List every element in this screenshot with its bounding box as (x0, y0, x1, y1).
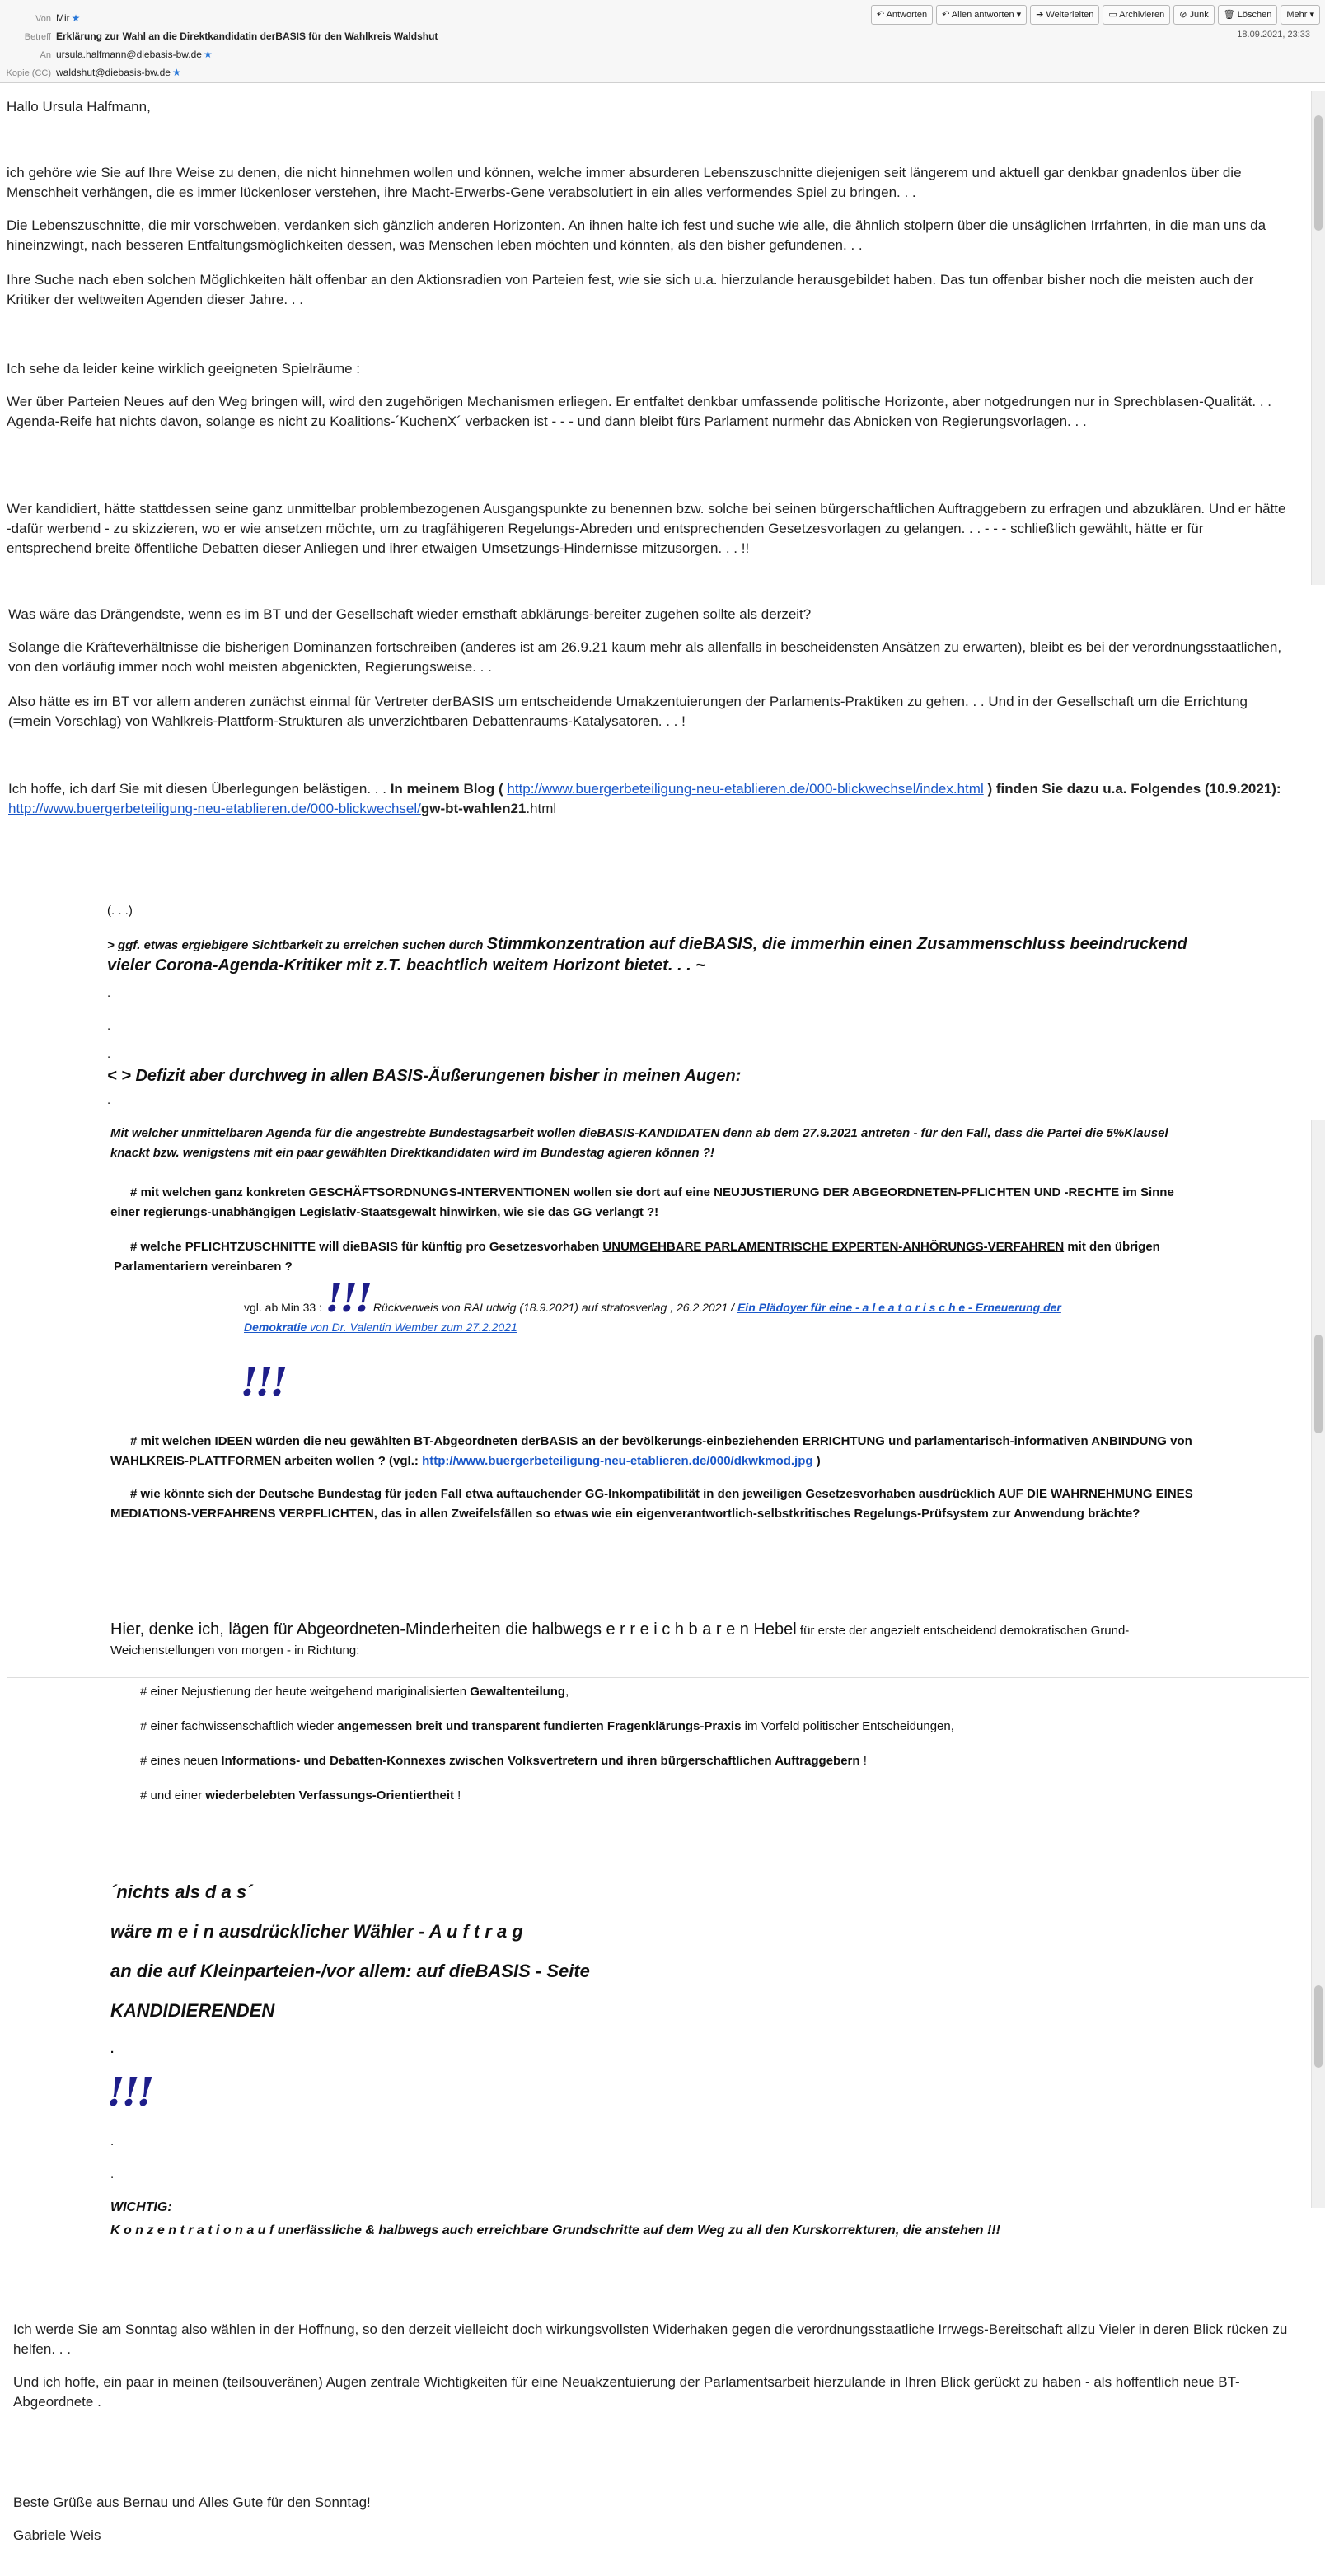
paragraph: Wer über Parteien Neues auf den Weg bringen will, wird den zugehörigen Mechanismen erliegen. Er entfaltet denkbar umfassende politische Horizonte, aber notgedrungen nur in Sprechblasen-Qualität. . . Agenda-Reife hat nichts davon, solange es nicht zu Koalitions-´KuchenX´ verbacken ist - - - und dann bleibt fürs Parlament nurmehr das Abnicken von Regierungsvorlagen. . . (7, 394, 1271, 429)
text: In meinem Blog ( (390, 781, 508, 797)
text: Rückverweis von RALudwig (18.9.2021) auf stratosverlag , 26.2.2021 / (370, 1301, 737, 1314)
scrollbar-thumb[interactable] (1314, 1985, 1323, 2068)
paragraph: Die Lebenszuschnitte, die mir vorschweben, verdanken sich gänzlich anderen Horizonten. An ihnen halte ich fest und suche wie alle, die ähnlich stolpern über die unsäglichen Irrfahrten, in die man uns da hineinzwingt, nach besseren Entfaltungsmöglichkeiten dessen, was Menschen leben möchten und könnten, als den bisher gefundenen. . . (7, 217, 1266, 253)
text: ) (812, 1454, 821, 1468)
dot: . (110, 2167, 115, 2181)
text: Ich hoffe, ich darf Sie mit diesen Überlegungen belästigen. . . (8, 781, 391, 797)
reply-button[interactable]: ↶ Antworten (871, 5, 933, 25)
subject-label: Betreff (24, 32, 51, 42)
text: ) finden Sie dazu u.a. Folgendes (10.9.2021): (983, 781, 1281, 797)
list-item (140, 1682, 1211, 1702)
text: Stimmkonzentration auf dieBASIS, die immerhin einen Zusammenschluss beeindruckend vieler Corona-Agenda-Kritiker mit z.T. beachtlich weitem Horizont bietet. . . ~ (107, 935, 1187, 975)
emphasis-line: KANDIDIERENDEN (110, 2000, 275, 2021)
scrollbar-thumb[interactable] (1314, 115, 1323, 231)
text: .html (526, 801, 557, 816)
list-item (140, 1786, 1211, 1806)
paragraph: Ihre Suche nach eben solchen Möglichkeiten hält offenbar an den Aktionsradien von Parteien fest, wie sie sich u.a. hierzulande herausgebildet haben. Das tun offenbar bisher noch die meisten auch der Kritiker der weltweiten Agenden dieser Jahre. . . (7, 272, 1254, 307)
paragraph: Wer kandidiert, hätte stattdessen seine ganz unmittelbar problembezogenen Ausgangspunkte zu benennen bzw. solche bei seinen bürgerschaftlichen Auftraggebern zu erfragen und abzuklären. Und er hätte -dafür werbend - zu skizzieren, wo er wie ansetzen möchte, um zu tragfähigeren Regelungs-Abreden und entsprechenden Gesetzesvorlagen zu gelangen. . . - - - schließlich gewählt, hätte er für entsprechend breite öffentliche Debatten dieser Anliegen und ihrer etwaigen Umsetzungs-Hindernisse mitzusorgen. . . !! (7, 501, 1286, 556)
emphasis-line: ´nichts als d a s´ (110, 1882, 253, 1902)
more-button[interactable]: Mehr ▾ (1281, 5, 1320, 25)
paragraph: Ich sehe da leider keine wirklich geeigneten Spielräume : (7, 361, 361, 376)
text: Hier, denke ich, lägen für Abgeordneten-Minderheiten die halbwegs e r r e i c h b a r e n Hebel (110, 1620, 797, 1639)
list-item (140, 1717, 1211, 1737)
quote-question (110, 1432, 1206, 1471)
scrollbar[interactable] (1311, 1681, 1325, 2208)
quote-ellipsis: (. . .) (107, 904, 133, 918)
paragraph: Solange die Kräfteverhältnisse die bisherigen Dominanzen fortschreiben (anderes ist am 26.9.21 kaum mehr als allenfalls in bescheidensten Ansätzen zu erwarten), bleibt es bei der verordnungsstaatlichen, von den vorläufig immer noch wohl meisten abgenickten, Regierungsweise. . . (8, 639, 1282, 675)
exclamation-mark-icon: !!! (325, 1275, 371, 1321)
concentration-line: K o n z e n t r a t i o n a u f unerlässliche & halbwegs auch erreichbare Grundschritte auf dem Weg zu all den Kurskorrekturen, die anstehen !!! (110, 2223, 1000, 2237)
text: # einer Nejustierung der heute weitgehend mariginalisierten (140, 1685, 471, 1699)
paragraph: ich gehöre wie Sie auf Ihre Weise zu denen, die nicht hinnehmen wollen und können, welche immer absurderen Lebenszuschnitte diejenigen seit längerem und aktuell gar denkbar gnadenlos über die Menschheit verhängen, die es immer lückenloser verstehen, ihre Macht-Erwerbs-Gene verabsolutiert in ein alles verformendes Spiel zu bringen. . . (7, 165, 1242, 200)
important-label: WICHTIG: (110, 2200, 172, 2214)
quote-question (114, 1237, 1210, 1277)
dot: . (110, 2042, 115, 2056)
text: # mit welchen IDEEN würden die neu gewählten BT-Abgeordneten derBASIS an der bevölkerungs-einbeziehenden ERRICHTUNG und parlamentarisch-informativen ANBINDUNG von WAHLKREIS-PLATTFORMEN arbeiten wollen ? (vgl.: (110, 1434, 1192, 1468)
exclamation-mark-icon: !!! (107, 2069, 152, 2115)
reply-all-button[interactable]: ↶ Allen antworten ▾ (936, 5, 1027, 25)
cc-label: Kopie (CC) (6, 68, 51, 78)
text: # welche PFLICHTZUSCHNITTE will dieBASIS für künftig pro Gesetzesvorhaben (130, 1240, 603, 1254)
to-row (0, 46, 213, 63)
plattform-link[interactable]: http://www.buergerbeteiligung-neu-etablieren.de/000/dkwkmod.jpg (422, 1454, 813, 1468)
scrollbar[interactable] (1311, 1120, 1325, 1681)
archive-button[interactable]: ▭ Archivieren (1103, 5, 1170, 25)
signature: Gabriele Weis (13, 2527, 101, 2543)
text: wiederbelebten Verfassungs-Orientiertheit (205, 1788, 454, 1802)
blog-link[interactable]: http://www.buergerbeteiligung-neu-etablieren.de/000-blickwechsel/index.html (507, 781, 984, 797)
deficit-heading: < > Defizit aber durchweg in allen BASIS-Äußerungenen bisher in meinen Augen: (107, 1067, 742, 1085)
scrollbar[interactable] (1311, 91, 1325, 585)
star-icon[interactable]: ★ (71, 12, 81, 24)
reference-line (244, 1275, 1076, 1337)
blog-paragraph (8, 779, 1294, 819)
closing-greeting: Beste Grüße aus Bernau und Alles Gute für den Sonntag! (13, 2494, 371, 2510)
reference-link[interactable]: von Dr. Valentin Wember zum 27.2.2021 (307, 1321, 517, 1334)
paragraph: Was wäre das Drängendste, wenn es im BT und der Gesellschaft wieder ernsthaft abklärungs-bereiter zugehen sollte als derzeit? (8, 606, 812, 622)
subject-row (0, 28, 438, 44)
text: angemessen breit und transparent fundierten Fragenklärungs-Praxis (337, 1719, 742, 1733)
star-icon[interactable]: ★ (203, 49, 213, 60)
forward-button[interactable]: ➔ Weiterleiten (1030, 5, 1099, 25)
subject-value: Erklärung zur Wahl an die Direktkandidatin derBASIS für den Wahlkreis Waldshut (56, 30, 438, 42)
text: , (565, 1685, 569, 1699)
reference-link[interactable]: Ein Plädoyer für eine - a l e a t o r i s c h e - Erneuerung der Demokratie (244, 1301, 1061, 1334)
lever-paragraph (110, 1620, 1206, 1661)
emphasis-line: wäre m e i n ausdrücklicher Wähler - A u f t r a g (110, 1921, 523, 1942)
text: # einer fachwissenschaftlich wieder (140, 1719, 338, 1733)
dot: . (107, 1047, 111, 1061)
text: vgl. ab Min 33 : (244, 1301, 325, 1314)
text: > ggf. etwas ergiebigere Sichtbarkeit zu erreichen suchen durch (107, 938, 487, 952)
text: ! (859, 1754, 867, 1768)
blog-post-link[interactable]: http://www.buergerbeteiligung-neu-etablieren.de/000-blickwechsel/ (8, 801, 421, 816)
text: mit den übrigen Parlamentariern vereinbaren ? (114, 1240, 1160, 1274)
paragraph: Also hätte es im BT vor allem anderen zunächst einmal für Vertreter derBASIS um entscheidende Umakzentuierungen der Parlaments-Praktiken zu gehen. . . Und in der Gesellschaft um die Errichtung (=mein Vorschlag) von Wahlkreis-Plattform-Strukturen als unverzichtbaren Debattenraums-Katalysatoren. . . ! (8, 694, 1248, 729)
list-item (140, 1751, 1211, 1771)
delete-button[interactable]: 🗑 Löschen (1218, 5, 1278, 25)
star-icon[interactable]: ★ (171, 67, 181, 78)
text: ! (454, 1788, 461, 1802)
closing-paragraph: Und ich hoffe, ein paar in meinen (teilsouveränen) Augen zentrale Wichtigkeiten für eine Neuakzentuierung der Parlamentsarbeit hierzulande in Ihren Blick gerückt zu haben - als hoffentlich neue BT-Abgeordnete . (13, 2374, 1240, 2410)
text: Informations- und Debatten-Konnexes zwischen Volksvertretern und ihren bürgerschaftlichen Auftraggebern (221, 1754, 860, 1768)
quote-line (107, 934, 1203, 977)
junk-button[interactable]: ⊘ Junk (1173, 5, 1215, 25)
text: # und einer (140, 1788, 206, 1802)
exclamation-mark-icon: !!! (241, 1359, 286, 1405)
text: im Vorfeld politischer Entscheidungen, (741, 1719, 954, 1733)
quote-question: Mit welcher unmittelbaren Agenda für die angestrebte Bundestagsarbeit wollen dieBASIS-KANDIDATEN denn ab dem 27.9.2021 antreten - für den Fall, dass die Partei die 5%Klausel knackt bzw. wenigstens mit ein paar gewählten Direktkandidaten wird im Bundestag agieren können ?! (110, 1126, 1168, 1160)
text: für erste der angezielt entscheidend demokratischen Grund-Weichenstellungen von morgen - in Richtung: (110, 1624, 1130, 1657)
message-toolbar (871, 5, 1320, 25)
dot: . (107, 1019, 111, 1033)
to-label: An (40, 50, 51, 60)
dot: . (107, 1093, 111, 1107)
from-label: Von (35, 14, 51, 24)
cc-row (0, 64, 181, 81)
text: Gewaltenteilung (470, 1685, 566, 1699)
text: # eines neuen (140, 1754, 222, 1768)
quote-question: # wie könnte sich der Deutsche Bundestag für jeden Fall etwa auftauchender GG-Inkompatibilität in den jeweiligen Gesetzesvorhaben ausdrücklich AUF DIE WAHRNEHMUNG EINES MEDIATIONS-VERFAHRENS VERPFLICHTEN, das in allen Zweifelsfällen so etwas wie ein eigenverantwortlich-selbstkritisches Regelungs-Prüfsystem zur Anwendung brächte? (110, 1487, 1193, 1521)
from-value[interactable]: Mir (56, 12, 70, 24)
emphasis-line: an die auf Kleinparteien-/vor allem: auf dieBASIS - Seite (110, 1961, 590, 1981)
greeting: Hallo Ursula Halfmann, (7, 99, 151, 115)
text: UNUMGEHBARE PARLAMENTRISCHE EXPERTEN-ANHÖRUNGS-VERFAHREN (602, 1240, 1065, 1254)
dot: . (107, 986, 111, 1000)
message-header (0, 0, 1325, 83)
to-value[interactable]: ursula.halfmann@diebasis-bw.de (56, 49, 202, 60)
divider (7, 1677, 1309, 1678)
dot: . (110, 2134, 115, 2148)
quote-question: # mit welchen ganz konkreten GESCHÄFTSORDNUNGS-INTERVENTIONEN wollen sie dort auf eine NEUJUSTIERUNG DER ABGEORDNETEN-PFLICHTEN UND -RECHTE im Sinne einer regierungs-unabhängigen Legislativ-Staatsgewalt hinwirken, wie sie das GG verlangt ?! (110, 1185, 1174, 1219)
message-date: 18.09.2021, 23:33 (1237, 30, 1310, 40)
scrollbar-thumb[interactable] (1314, 1335, 1323, 1433)
from-row (0, 10, 80, 26)
cc-value[interactable]: waldshut@diebasis-bw.de (56, 67, 171, 78)
text: gw-bt-wahlen21 (420, 801, 527, 816)
closing-paragraph: Ich werde Sie am Sonntag also wählen in der Hoffnung, so den derzeit vielleicht doch wirkungsvollsten Widerhaken gegen die verordnungsstaatliche Irrwegs-Bereitschaft allzu Vieler in deren Blick rücken zu helfen. . . (13, 2321, 1288, 2357)
